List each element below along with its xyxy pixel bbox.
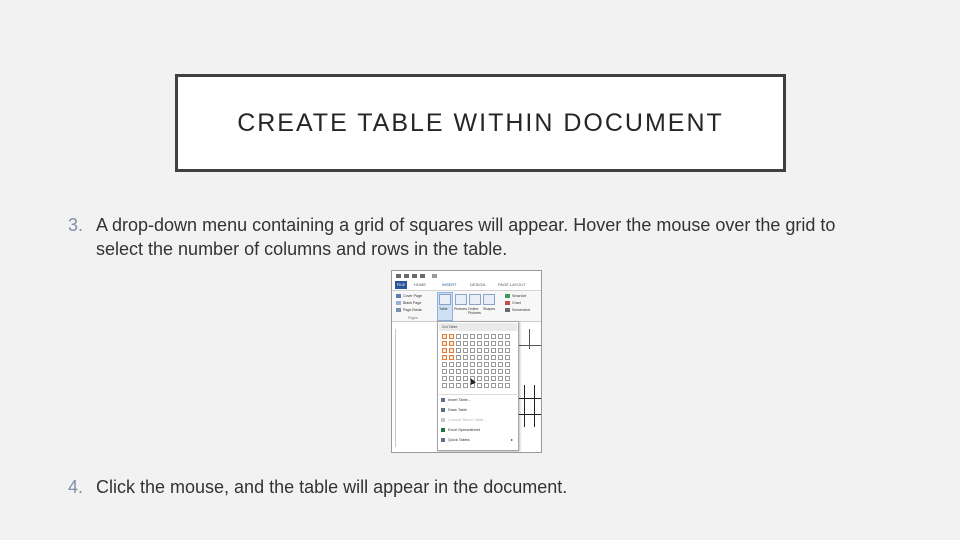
table-icon <box>439 294 451 305</box>
chart-button[interactable]: Chart <box>512 301 521 305</box>
menu-separator <box>439 394 517 395</box>
grid-cell[interactable] <box>442 369 447 374</box>
table-grid[interactable] <box>442 334 514 389</box>
menu-item-label: Draw Table <box>448 408 467 412</box>
grid-cell[interactable] <box>491 369 496 374</box>
grid-cell[interactable] <box>477 348 482 353</box>
table-label: Table <box>439 307 448 311</box>
table-border <box>518 398 541 399</box>
grid-cell[interactable] <box>477 362 482 367</box>
online-pictures-button[interactable]: Online Pictures <box>468 307 481 315</box>
grid-cell[interactable] <box>449 362 454 367</box>
grid-cell[interactable] <box>463 383 468 388</box>
page-break-icon <box>396 308 401 312</box>
customize-icon[interactable] <box>432 274 437 278</box>
grid-cell[interactable] <box>484 348 489 353</box>
quick-tables-item[interactable] <box>440 436 516 444</box>
grid-cell[interactable] <box>456 383 461 388</box>
grid-cell[interactable] <box>470 341 475 346</box>
grid-cell[interactable] <box>456 348 461 353</box>
pencil-icon <box>441 408 445 412</box>
grid-cell[interactable] <box>470 362 475 367</box>
table-dropdown-menu <box>437 321 519 451</box>
grid-cell[interactable] <box>491 383 496 388</box>
insert-table-item[interactable] <box>440 396 516 404</box>
grid-cell[interactable] <box>456 369 461 374</box>
grid-cell[interactable] <box>449 348 454 353</box>
grid-cell[interactable] <box>456 341 461 346</box>
grid-cell[interactable] <box>505 362 510 367</box>
menu-item-label: Excel Spreadsheet <box>448 428 480 432</box>
online-pictures-icon <box>469 294 481 305</box>
grid-cell[interactable] <box>484 355 489 360</box>
menu-item-label: Insert Table... <box>448 398 471 402</box>
grid-cell[interactable] <box>449 383 454 388</box>
excel-icon <box>441 428 445 432</box>
smartart-button[interactable]: SmartArt <box>512 294 527 298</box>
smartart-icon <box>505 294 510 298</box>
grid-cell[interactable] <box>477 355 482 360</box>
table-border <box>534 385 535 427</box>
cover-page-icon <box>396 294 401 298</box>
grid-cell[interactable] <box>456 362 461 367</box>
quick-tables-icon <box>441 438 445 442</box>
grid-cell[interactable] <box>442 355 447 360</box>
tab-home[interactable]: HOME <box>414 282 426 287</box>
word-screenshot <box>391 270 542 453</box>
grid-cell[interactable] <box>498 383 503 388</box>
grid-cell[interactable] <box>449 355 454 360</box>
grid-cell[interactable] <box>491 362 496 367</box>
redo-icon[interactable] <box>420 274 425 278</box>
step-3 <box>68 213 888 261</box>
grid-cell[interactable] <box>505 369 510 374</box>
grid-cell[interactable] <box>477 376 482 381</box>
grid-cell[interactable] <box>498 348 503 353</box>
word-app-icon[interactable] <box>396 274 401 278</box>
grid-cell[interactable] <box>463 341 468 346</box>
step-4 <box>68 475 567 499</box>
screenshot-icon <box>505 308 510 312</box>
menu-item-label: Convert Text to Table... <box>448 418 487 422</box>
grid-cell[interactable] <box>498 362 503 367</box>
grid-cell[interactable] <box>477 383 482 388</box>
grid-cell[interactable] <box>456 334 461 339</box>
excel-spreadsheet-item[interactable] <box>440 426 516 434</box>
grid-cell[interactable] <box>442 376 447 381</box>
grid-size-header: 2x4 Table <box>439 323 517 331</box>
grid-cell[interactable] <box>442 383 447 388</box>
step-text: A drop-down menu containing a grid of squares will appear. Hover the mouse over the grid to select the number of columns and rows in the table. <box>96 215 836 259</box>
step-text: Click the mouse, and the table will appear in the document. <box>96 477 568 497</box>
grid-cell[interactable] <box>442 341 447 346</box>
pages-group-label: Pages <box>408 316 418 320</box>
grid-cell[interactable] <box>477 369 482 374</box>
grid-cell[interactable] <box>442 348 447 353</box>
insert-table-icon <box>441 398 445 402</box>
grid-cell[interactable] <box>498 369 503 374</box>
grid-cell[interactable] <box>456 355 461 360</box>
left-margin-ruler <box>395 329 396 447</box>
grid-cell[interactable] <box>484 383 489 388</box>
cover-page-button[interactable]: Cover Page <box>403 294 422 298</box>
shapes-icon <box>483 294 495 305</box>
grid-cell[interactable] <box>505 341 510 346</box>
grid-cell[interactable] <box>477 334 482 339</box>
grid-cell[interactable] <box>449 341 454 346</box>
shapes-button[interactable]: Shapes <box>483 307 496 311</box>
grid-cell[interactable] <box>484 334 489 339</box>
grid-cell[interactable] <box>505 383 510 388</box>
grid-cell[interactable] <box>456 376 461 381</box>
page-break-button[interactable]: Page Break <box>403 308 422 312</box>
grid-cell[interactable] <box>470 369 475 374</box>
grid-cell[interactable] <box>484 362 489 367</box>
table-border <box>518 414 541 415</box>
grid-cell[interactable] <box>491 341 496 346</box>
table-border <box>529 329 530 349</box>
grid-cell[interactable] <box>491 355 496 360</box>
save-icon[interactable] <box>404 274 409 278</box>
grid-cell[interactable] <box>505 348 510 353</box>
grid-cell[interactable] <box>463 348 468 353</box>
grid-cell[interactable] <box>505 334 510 339</box>
blank-page-button[interactable]: Blank Page <box>403 301 422 305</box>
quick-access-toolbar <box>392 271 541 281</box>
grid-cell[interactable] <box>484 376 489 381</box>
grid-cell[interactable] <box>470 348 475 353</box>
grid-cell[interactable] <box>463 334 468 339</box>
grid-cell[interactable] <box>442 334 447 339</box>
ribbon-tabs <box>392 281 541 291</box>
tab-design[interactable]: DESIGN <box>470 282 486 287</box>
ribbon <box>392 291 541 322</box>
grid-cell[interactable] <box>470 334 475 339</box>
grid-cell[interactable] <box>484 369 489 374</box>
grid-cell[interactable] <box>463 369 468 374</box>
convert-text-to-table-item[interactable] <box>440 416 516 424</box>
grid-cell[interactable] <box>470 355 475 360</box>
tab-file[interactable]: FILE <box>396 282 406 287</box>
grid-cell[interactable] <box>484 341 489 346</box>
grid-cell[interactable] <box>498 376 503 381</box>
table-border <box>524 385 525 427</box>
step-number: 3. <box>68 215 84 235</box>
grid-cell[interactable] <box>449 376 454 381</box>
grid-cell[interactable] <box>498 341 503 346</box>
grid-cell[interactable] <box>491 376 496 381</box>
chart-icon <box>505 301 510 305</box>
submenu-arrow-icon: ▸ <box>510 437 513 442</box>
grid-cell[interactable] <box>449 369 454 374</box>
grid-cell[interactable] <box>442 362 447 367</box>
grid-cell[interactable] <box>491 348 496 353</box>
grid-cell[interactable] <box>477 341 482 346</box>
pictures-button[interactable]: Pictures <box>454 307 467 311</box>
grid-cell[interactable] <box>463 355 468 360</box>
screenshot-button[interactable]: Screenshot <box>512 308 531 312</box>
slide-title: CREATE TABLE WITHIN DOCUMENT <box>237 108 724 137</box>
grid-cell[interactable] <box>498 334 503 339</box>
grid-cell[interactable] <box>498 355 503 360</box>
step-number: 4. <box>68 477 84 497</box>
tab-page-layout[interactable]: PAGE LAYOUT <box>498 282 526 287</box>
menu-item-label: Quick Tables <box>448 438 470 442</box>
grid-cell[interactable] <box>505 355 510 360</box>
grid-cell[interactable] <box>463 362 468 367</box>
undo-icon[interactable] <box>412 274 417 278</box>
pictures-icon <box>455 294 467 305</box>
blank-page-icon <box>396 301 401 305</box>
grid-cell[interactable] <box>505 376 510 381</box>
convert-icon <box>441 418 445 422</box>
draw-table-item[interactable] <box>440 406 516 414</box>
grid-cell[interactable] <box>491 334 496 339</box>
grid-cell[interactable] <box>449 334 454 339</box>
title-box <box>175 74 786 172</box>
tab-insert[interactable]: INSERT <box>442 282 457 287</box>
